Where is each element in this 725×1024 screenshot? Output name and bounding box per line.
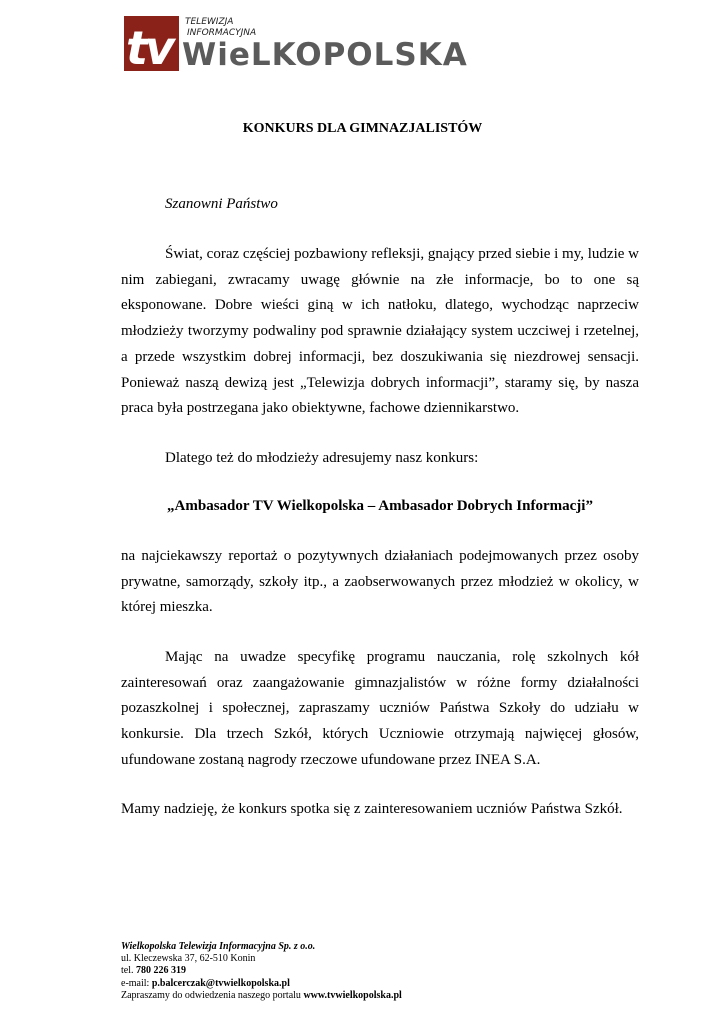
- logo-line-informacyjna: INFORMACYJNA: [187, 28, 257, 38]
- footer-phone: 780 226 319: [136, 965, 186, 977]
- salutation: Szanowni Państwo: [165, 196, 278, 212]
- document-title: KONKURS DLA GIMNAZJALISTÓW: [242, 121, 483, 136]
- paragraph-intro: Świat, coraz częściej pozbawiony refleksji, gnający przed siebie i my, ludzie w nim zabiegani, zwracamy uwagę głównie na złe informacje, bo to one są eksponowane. Dobre wieści giną w ich natłoku, dlatego, wychodząc naprzeciw młodzieży tworzymy podwaliny pod sprawnie działający system uczciwej i rzetelnej, a przede wszystkim dobrej informacji, bez doszukiwania się niezdrowej sensacji. Ponieważ naszą dewizą jest „Telewizja dobrych informacji”, staramy się, by nasza praca była postrzegana jako obiektywne, fachowe dziennikarstwo.: [121, 246, 639, 417]
- footer-phone-line: [121, 965, 402, 977]
- footer-portal-line: [121, 990, 402, 1002]
- footer-email-line: [121, 978, 402, 990]
- contest-motto: „Ambasador TV Wielkopolska – Ambasador Dobrych Informacji”: [167, 498, 593, 514]
- logo-tv-box: [124, 16, 179, 75]
- logo-tv-text: tv: [126, 21, 172, 75]
- logo-line-telewizja: TELEWIZJA: [185, 17, 234, 27]
- footer-portal-link[interactable]: www.tvwielkopolska.pl: [303, 989, 402, 1001]
- logo-brand-wielkopolska: WieLKOPOLSKA: [182, 37, 468, 73]
- footer-phone-label: tel.: [121, 965, 134, 977]
- footer-email[interactable]: p.balcerczak@tvwielkopolska.pl: [151, 977, 290, 989]
- footer-portal-text: Zapraszamy do odwiedzenia naszego portalu: [121, 989, 301, 1001]
- footer-email-label: e-mail:: [121, 977, 150, 989]
- footer-address: ul. Kleczewska 37, 62-510 Konin: [121, 953, 256, 965]
- paragraph-closing: Mamy nadzieję, że konkurs spotka się z zainteresowaniem uczniów Państwa Szkół.: [121, 801, 623, 817]
- footer-company-name: Wielkopolska Telewizja Informacyjna Sp. z o.o.: [121, 941, 316, 952]
- paragraph-contest-description: na najciekawszy reportaż o pozytywnych działaniach podejmowanych przez osoby prywatne, samorządy, szkoły itp., a zaobserwowanych przez młodzież w okolicy, w której mieszka.: [121, 548, 639, 616]
- footer-contact: [121, 941, 402, 1002]
- paragraph-invitation: Mając na uwadze specyfikę programu nauczania, rolę szkolnych kół zainteresowań oraz zaangażowanie gimnazjalistów w różne formy działalności pozaszkolnej i społecznej, zapraszamy uczniów Państwa Szkoły do udziału w konkursie. Dla trzech Szkół, których Uczniowie otrzymają najwięcej głosów, ufundowane zostaną nagrody rzeczowe ufundowane przez INEA S.A.: [121, 649, 639, 768]
- paragraph-contest-announcement: Dlatego też do młodzieży adresujemy nasz konkurs:: [165, 450, 479, 466]
- tv-wielkopolska-logo: [124, 16, 544, 75]
